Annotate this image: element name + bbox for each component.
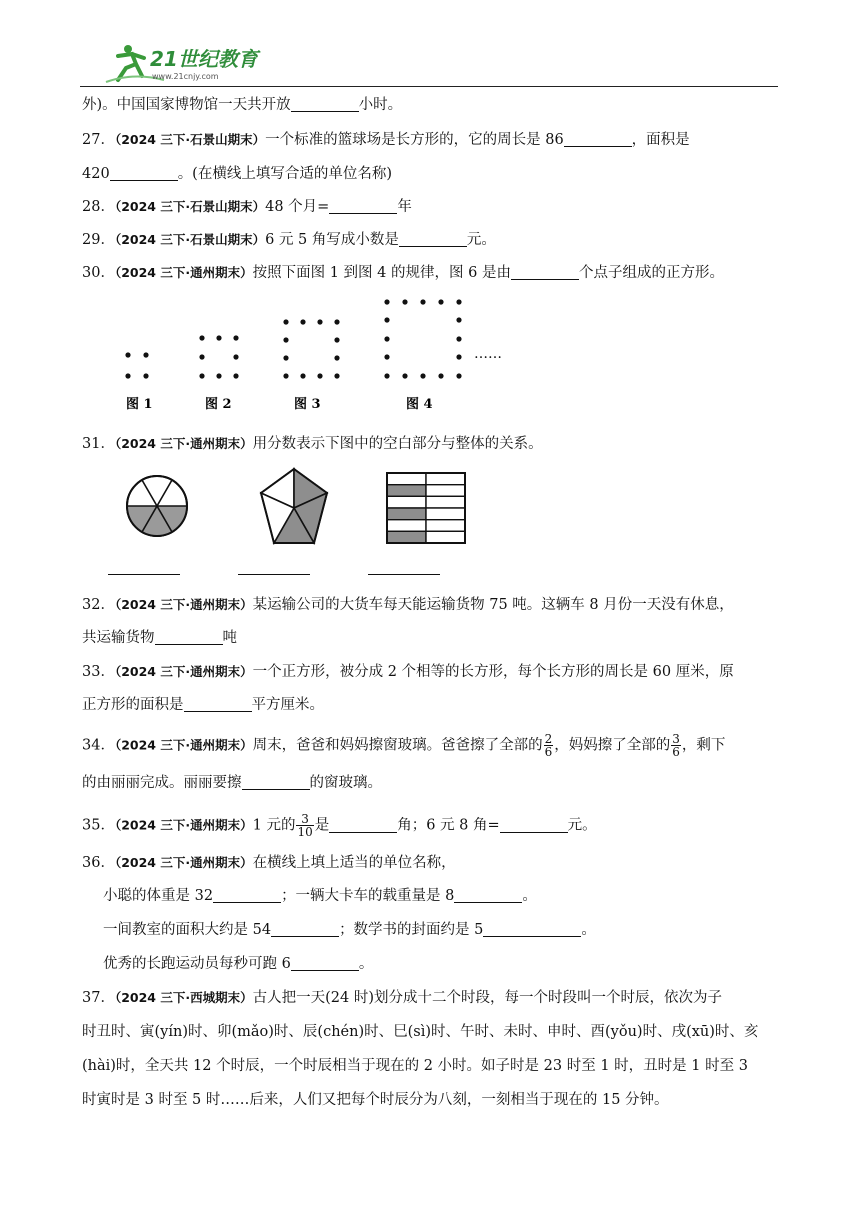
answer-blank[interactable]	[155, 630, 223, 645]
dots-fig2	[199, 335, 238, 378]
answer-blank[interactable]	[184, 697, 252, 712]
q36-line3: 一间教室的面积大约是 54 ；数学书的封面约是 5 。	[103, 922, 596, 938]
q27-line2: 420 。(在横线上填写合适的单位名称)	[82, 166, 393, 182]
q34: 34．（2024 三下·通州期末）周末，爸爸和妈妈擦窗玻璃。爸爸擦了全部的 $\frac{2}{6}$ ，妈妈擦了全部的 $\frac{3}{6}$ ，剩下	[82, 732, 726, 759]
answer-blank[interactable]	[483, 922, 581, 937]
fraction: $\frac{3}{6}$	[672, 732, 680, 759]
q36: 36．（2024 三下·通州期末）在横线上填上适当的单位名称，	[82, 855, 456, 871]
dots-label-3: 图 3	[294, 397, 321, 412]
answer-blank[interactable]	[329, 199, 397, 214]
answer-blank-3[interactable]	[368, 574, 440, 575]
answer-blank[interactable]	[213, 888, 281, 903]
q32: 32．（2024 三下·通州期末）某运输公司的大货车每天能运输货物 75 吨。这辆车 8 月份一天没有休息，	[82, 597, 734, 613]
answer-blank[interactable]	[399, 232, 467, 247]
answer-blank[interactable]	[500, 818, 568, 833]
logo-url: www.21cnjy.com	[152, 72, 219, 81]
dots-label-2: 图 2	[205, 397, 232, 412]
q35: 35．（2024 三下·通州期末）1 元的 $\frac{3}{10}$ 是 角；6 元 8 角= 元。	[82, 812, 597, 839]
circle-sixths-figure	[126, 468, 188, 548]
header-rule	[80, 86, 778, 87]
answer-blank[interactable]	[454, 888, 522, 903]
q28: 28．（2024 三下·石景山期末）48 个月= 年	[82, 199, 412, 215]
answer-blank-2[interactable]	[238, 574, 310, 575]
answer-blank[interactable]	[110, 166, 178, 181]
dots-fig3	[283, 319, 339, 378]
q34-line2: 的由丽丽完成。丽丽要擦 的窗玻璃。	[82, 775, 382, 791]
dots-fig4	[384, 299, 461, 378]
answer-blank[interactable]	[564, 132, 632, 147]
q26-continuation: 外)。中国国家博物馆一天共开放 小时。	[82, 97, 403, 113]
answer-blank[interactable]	[291, 97, 359, 112]
answer-blank[interactable]	[511, 265, 579, 280]
answer-blank[interactable]	[242, 775, 310, 790]
rectangle-grid-figure	[386, 472, 466, 544]
q37-line4: 时寅时是 3 时至 5 时……后来，人们又把每个时辰分为八刻，一刻相当于现在的 15 分钟。	[82, 1092, 669, 1108]
dot-pattern-figure	[110, 292, 540, 420]
fraction: $\frac{2}{6}$	[544, 732, 553, 759]
answer-blank[interactable]	[291, 956, 359, 971]
q37-line2: 时丑时、寅(yín)时、卯(mǎo)时、辰(chén)时、巳(sì)时、午时、未时、申时、酉(yǒu)时、戌(xū)时、亥	[82, 1024, 759, 1040]
answer-blank-1[interactable]	[108, 574, 180, 575]
answer-blank[interactable]	[271, 922, 339, 937]
dots-label-4: 图 4	[406, 397, 433, 412]
q37: 37．（2024 三下·西城期末）古人把一天(24 时)划分成十二个时段，每一个时段叫一个时辰，依次为子	[82, 990, 722, 1006]
q27: 27．（2024 三下·石景山期末）一个标准的篮球场是长方形的，它的周长是 86 ，面积是	[82, 132, 690, 148]
fraction: $\frac{3}{10}$	[297, 812, 313, 839]
q31: 31．（2024 三下·通州期末）用分数表示下图中的空白部分与整体的关系。	[82, 436, 543, 452]
q33: 33．（2024 三下·通州期末）一个正方形，被分成 2 个相等的长方形，每个长方形的周长是 60 厘米，原	[82, 664, 734, 680]
dots-ellipsis: ……	[474, 346, 502, 362]
dots-label-1: 图 1	[126, 397, 153, 412]
logo	[104, 42, 274, 86]
q30: 30．（2024 三下·通州期末）按照下面图 1 到图 4 的规律，图 6 是由 个点子组成的正方形。	[82, 265, 724, 281]
q37-line3: (hài)时，全天共 12 个时辰，一个时辰相当于现在的 2 小时。如子时是 23 时至 1 时，丑时是 1 时至 3	[82, 1058, 748, 1074]
pentagon-figure	[258, 466, 330, 548]
q33-line2: 正方形的面积是 平方厘米。	[82, 697, 324, 713]
q36-line4: 优秀的长跑运动员每秒可跑 6 。	[103, 956, 374, 972]
answer-blank[interactable]	[329, 818, 397, 833]
q36-line2: 小聪的体重是 32 ；一辆大卡车的载重量是 8 。	[103, 888, 537, 904]
q32-line2: 共运输货物 吨	[82, 630, 237, 646]
q29: 29．（2024 三下·石景山期末）6 元 5 角写成小数是 元。	[82, 232, 496, 248]
dots-fig1	[125, 352, 148, 378]
logo-main: 21世纪教育	[150, 47, 258, 71]
